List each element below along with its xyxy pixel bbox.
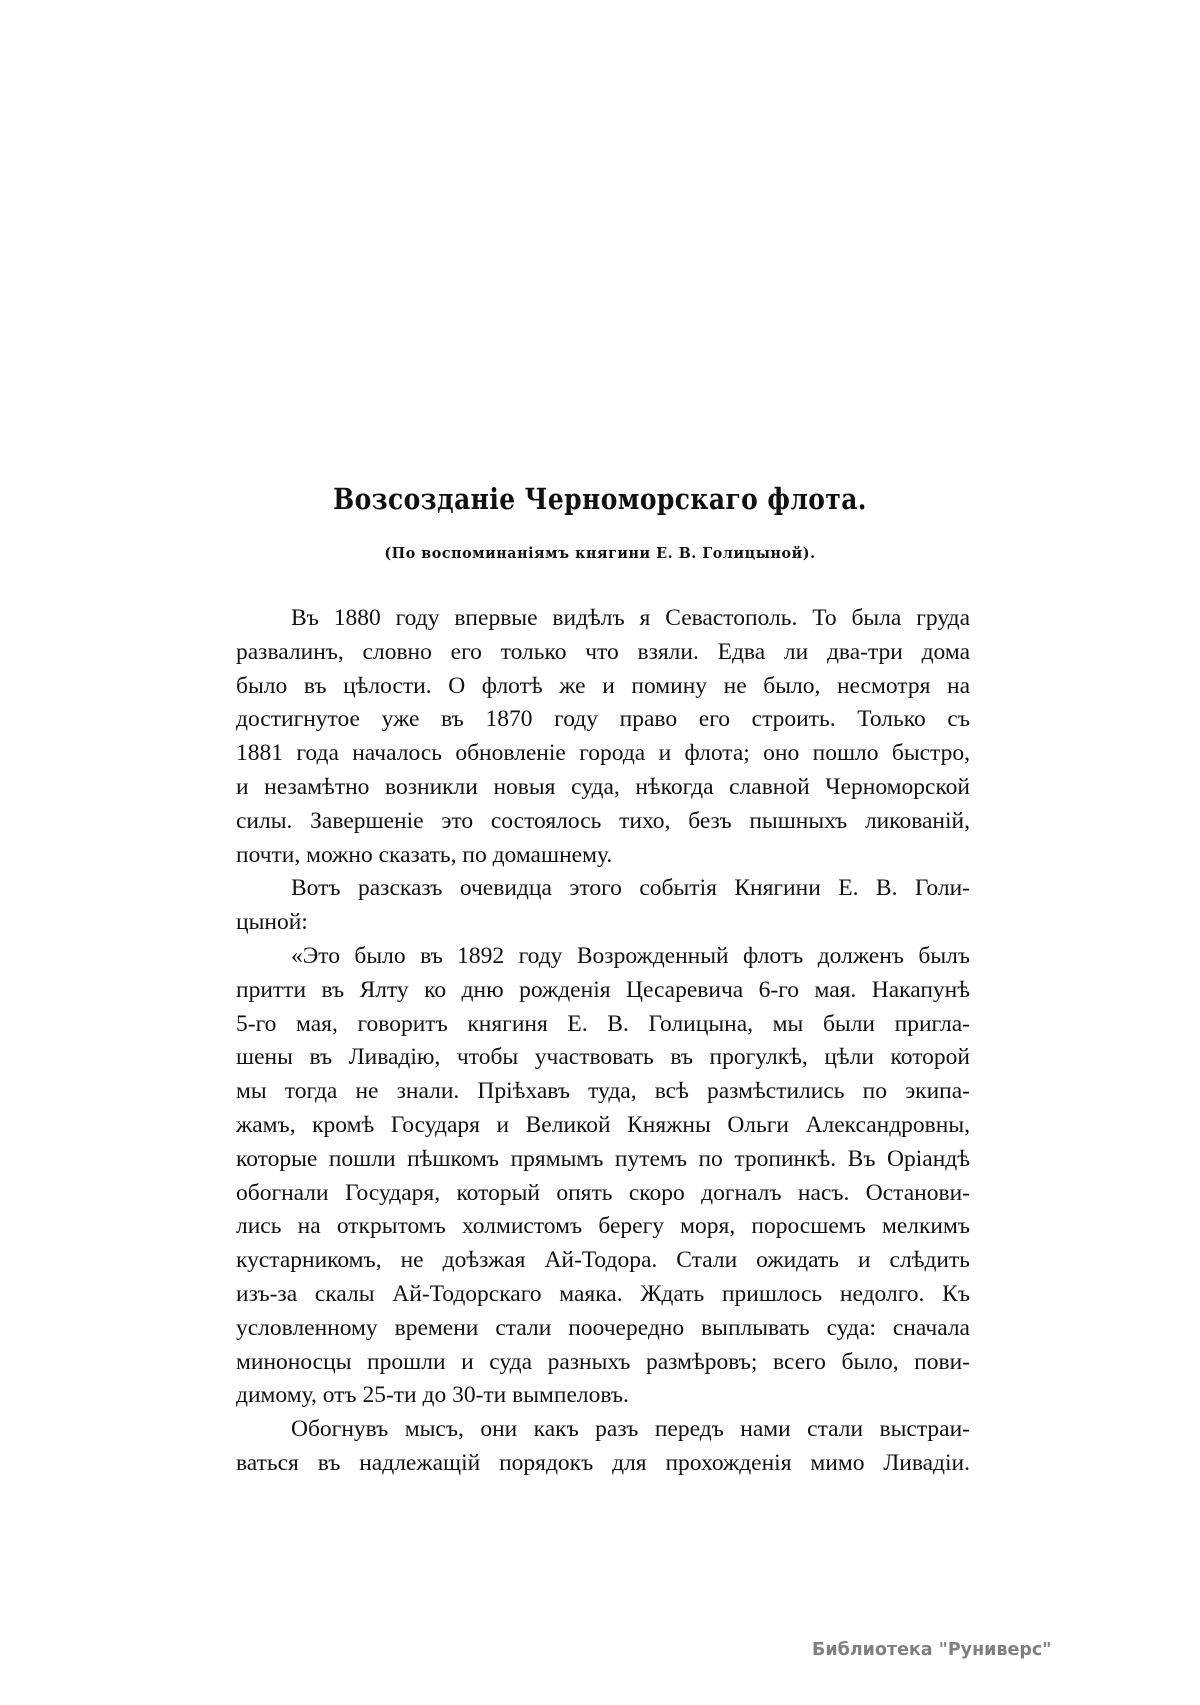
text-line: димому, отъ 25-ти до 30-ти вымпеловъ. <box>236 1382 629 1409</box>
text-line: которые пошли пѣшкомъ прямымъ путемъ по тропинкѣ. Въ Оріандѣ <box>236 1145 970 1172</box>
text-line: 1881 года началось обновленіе города и флота; оно пошло быстро, <box>236 740 970 767</box>
text-line: Въ 1880 году впервые видѣлъ я Севастополь. То была груда <box>291 605 970 631</box>
text-line: шены въ Ливадію, чтобы участвовать въ прогулкѣ, цѣли которой <box>236 1044 970 1071</box>
text-line: было въ цѣлости. О флотѣ же и помину не было, несмотря на <box>236 672 970 699</box>
body-text <box>236 602 970 1481</box>
text-line: «Это было въ 1892 году Возрожденный флотъ долженъ былъ <box>291 942 970 969</box>
chapter-title: Возсозданіе Черноморскаго флота. <box>333 482 867 516</box>
text-line: достигнутое уже въ 1870 году право его строить. Только съ <box>236 706 970 733</box>
text-line: притти въ Ялту ко дню рожденія Цесаревича 6-го мая. Накапунѣ <box>236 976 970 1003</box>
text-line: ваться въ надлежащій порядокъ для прохожденія мимо Ливадіи. <box>236 1449 970 1476</box>
text-line: лись на открытомъ холмистомъ берегу моря, поросшемъ мелкимъ <box>236 1213 970 1240</box>
text-line: условленному времени стали поочередно выплывать суда: сначала <box>236 1314 970 1341</box>
text-line: Вотъ разсказъ очевидца этого событія Княгини Е. В. Голи- <box>291 875 970 902</box>
text-line: и незамѣтно возникли новыя суда, нѣкогда славной Черноморской <box>236 773 970 800</box>
library-watermark: Библиотека "Руниверс" <box>812 1640 1052 1660</box>
text-line: цыной: <box>236 909 308 936</box>
text-line: кустарникомъ, не доѣзжая Ай-Тодора. Стали ожидать и слѣдить <box>236 1247 970 1274</box>
text-line: почти, можно сказать, по домашнему. <box>236 841 613 868</box>
text-line: 5-го мая, говоритъ княгиня Е. В. Голицына, мы были пригла- <box>236 1010 970 1037</box>
text-line: обогнали Государя, который опять скоро догналъ насъ. Останови- <box>236 1179 970 1206</box>
text-line: мы тогда не знали. Пріѣхавъ туда, всѣ размѣстились по экипа- <box>236 1078 970 1105</box>
text-line: развалинъ, словно его только что взяли. Едва ли два-три дома <box>236 638 970 665</box>
chapter-subtitle: (По воспоминаніямъ княгини Е. В. Голицыной). <box>384 544 816 562</box>
text-line: Обогнувъ мысъ, они какъ разъ передъ нами стали выстраи- <box>291 1416 970 1443</box>
text-line: жамъ, кромѣ Государя и Великой Княжны Ольги Александровны, <box>236 1111 970 1138</box>
text-line: миноносцы прошли и суда разныхъ размѣровъ; всего было, пови- <box>236 1348 970 1375</box>
text-line: силы. Завершеніе это состоялось тихо, безъ пышныхъ ликованій, <box>236 807 970 834</box>
text-line: изъ-за скалы Ай-Тодорскаго маяка. Ждать пришлось недолго. Къ <box>236 1280 970 1307</box>
